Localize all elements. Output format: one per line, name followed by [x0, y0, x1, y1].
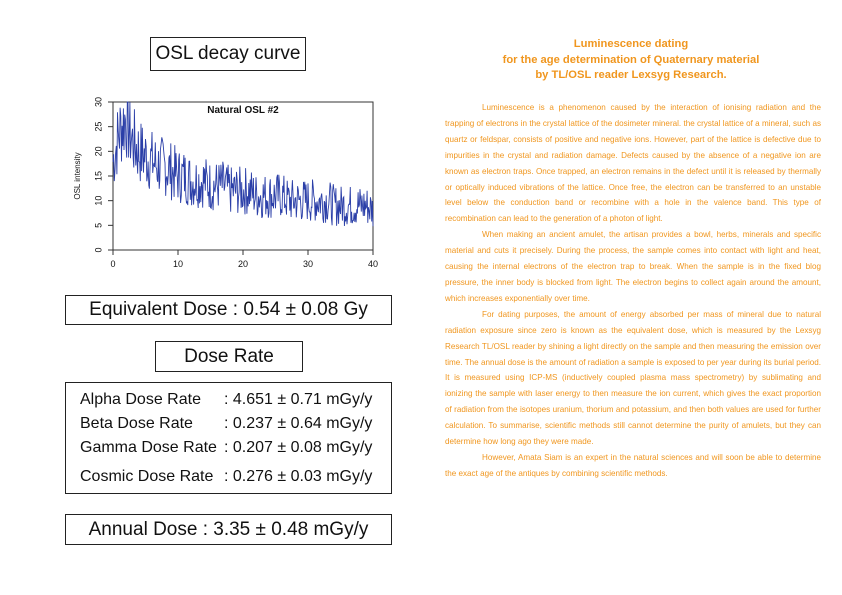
equivalent-dose-box — [65, 295, 392, 325]
dose-rate-row — [80, 391, 372, 409]
y-tick-label: 0 — [93, 247, 104, 253]
article-paragraph: When making an ancient amulet, the artisan provides a bowl, herbs, minerals and specific material and cuts it precisely. During the process, the sample comes into contact with light and heat, causing the internal electrons of the electron trap to break. When the sample is in the fixed blog pressure, the inner body is blocked from light. The electron begins to collect again around the amount, which increases exponentially over time. — [445, 230, 821, 303]
annual-dose-box — [65, 514, 392, 545]
article-body — [445, 100, 821, 482]
dose-rate-label: Cosmic Dose Rate — [80, 468, 214, 485]
plot-frame — [113, 102, 373, 250]
dose-rate-row — [80, 439, 372, 457]
x-tick-label: 30 — [302, 259, 314, 269]
y-tick-label: 30 — [93, 96, 104, 108]
y-tick-label: 10 — [93, 195, 104, 206]
dose-rate-value: : 0.276 ± 0.03 mGy/y — [224, 468, 373, 485]
y-tick-label: 5 — [93, 222, 104, 228]
dose-rate-title: Dose Rate — [184, 345, 274, 367]
dose-rate-value: : 0.237 ± 0.64 mGy/y — [224, 415, 373, 432]
osl-decay-line — [113, 102, 373, 226]
annual-dose: Annual Dose : 3.35 ± 0.48 mGy/y — [88, 518, 369, 540]
y-tick-label: 15 — [93, 170, 104, 182]
article-title-line: Luminescence dating — [573, 38, 689, 50]
osl-chart — [68, 96, 378, 278]
dose-rate-value: : 0.207 ± 0.08 mGy/y — [224, 439, 373, 456]
dose-rate-title-box — [155, 341, 303, 372]
article-paragraph: For dating purposes, the amount of energy absorbed per mass of mineral due to natural radiation exposure since zero is known as the equivalent dose, which is measured by the Lexsyg Research TL/OSL reader by shining a light directly on the sample and then measuring the emission over time. The annual dose is the amount of radiation a sample is exposed to per year during its burial period. It is measured using ICP-MS (inductively coupled plasma mass spectrometry) by sublimating and ionizing the sample with laser energy to then measure the ion current, which gives the exact proportion of radiation from the isotopes uranium, thorium and potassium, and then both values are used for further calculation. To summarise, scientific methods still cannot determine the purity of amulets, but they can determine how long ago they were made. — [445, 309, 821, 447]
osl-title: OSL decay curve — [155, 43, 301, 64]
article-title-line: for the age determination of Quaternary material — [502, 53, 760, 66]
dose-rates-box — [65, 382, 392, 494]
x-tick-label: 20 — [237, 259, 249, 269]
dose-rate-row — [80, 468, 372, 486]
dose-rate-label: Alpha Dose Rate — [80, 391, 201, 408]
y-axis-label: OSL intensity — [73, 152, 83, 200]
y-tick-label: 25 — [93, 121, 104, 132]
y-tick-label: 20 — [93, 146, 104, 157]
article-title-line: by TL/OSL reader Lexsyg Research. — [535, 69, 727, 81]
x-tick-label: 0 — [110, 259, 116, 269]
article-paragraph: However, Amata Siam is an expert in the natural sciences and will soon be able to determine the exact age of the antiques by combining scientific methods. — [445, 452, 821, 478]
osl-title-box — [150, 37, 306, 71]
equivalent-dose: Equivalent Dose : 0.54 ± 0.08 Gy — [89, 299, 368, 320]
chart-title: Natural OSL #2 — [207, 105, 279, 116]
x-tick-label: 40 — [367, 259, 378, 269]
article-paragraph: Luminescence is a phenomenon caused by the interaction of ionising radiation and the trapping of electrons in the crystal lattice of the dosimeter mineral. the crystal lattice of a mineral, such as quartz or feldspar, consists of positive and negative ions. However, part of the lattice is defective due to impurities in the crystal and radiation damage. Defects caused by the absence of a negative ion are known as electron traps. Once trapped, an electron remains in the defect until it is released by thermally or optically induced vibrations of the lattice. Once free, the electron can be transferred to an unstable level below the conduction band or recombine with a hole in the valence band. This type of recombination can lead to the generation of a photon of light. — [445, 103, 821, 224]
dose-rate-row — [80, 415, 372, 433]
x-tick-label: 10 — [172, 259, 184, 269]
dose-rate-value: : 4.651 ± 0.71 mGy/y — [224, 391, 373, 408]
dose-rate-label: Beta Dose Rate — [80, 415, 193, 432]
article-title — [470, 37, 792, 84]
dose-rate-label: Gamma Dose Rate — [80, 439, 217, 456]
osl-chart-svg — [68, 96, 378, 278]
